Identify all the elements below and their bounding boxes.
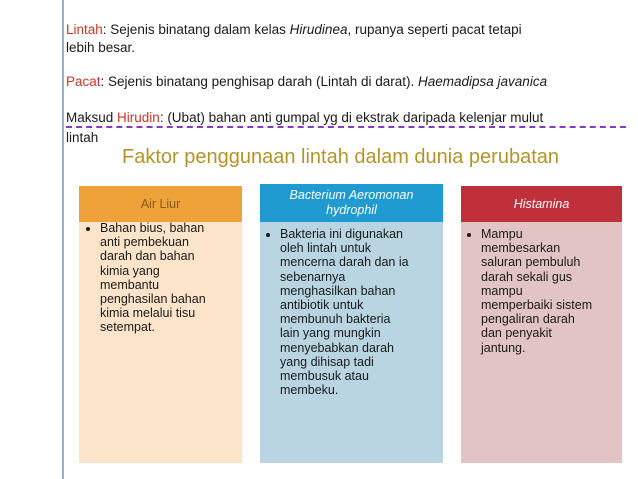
term-hirudin: Hirudin <box>117 110 160 125</box>
definition-pacat <box>66 72 547 91</box>
column-air-liur-line: penghasilan bahan <box>100 292 206 307</box>
lintah-text-a: : Sejenis binatang dalam kelas <box>102 22 290 37</box>
pacat-text-a: : Sejenis binatang penghisap darah (Lintah di darat). <box>100 74 418 89</box>
column-bacterium-line: sebenarnya <box>280 269 346 284</box>
column-bacterium-line: Bakteria ini digunakan <box>280 227 403 241</box>
hirudin-prefix: Maksud <box>66 110 118 125</box>
column-histamina-body <box>467 227 622 355</box>
definition-hirudin-line1 <box>66 108 543 127</box>
definition-lintah-line1 <box>66 20 522 39</box>
column-bacterium-line: lain yang mungkin <box>280 326 381 341</box>
column-air-liur-line: kimia yang <box>100 263 160 278</box>
column-air-liur-header <box>79 186 242 222</box>
column-bacterium-line: yang dihisap tadi <box>280 354 374 369</box>
list-item <box>100 221 242 335</box>
column-histamina-line: Mampu <box>481 227 523 241</box>
column-histamina-line: dan penyakit <box>481 326 552 341</box>
column-histamina-header <box>461 186 622 222</box>
left-margin-rule <box>62 0 64 479</box>
term-lintah: Lintah <box>66 22 103 37</box>
column-bacterium-line: membunuh bakteria <box>280 312 391 327</box>
column-air-liur-title: Air Liur <box>140 196 181 211</box>
column-bacterium-line: membusuk atau <box>280 369 369 384</box>
column-air-liur-line: membantu <box>100 277 160 292</box>
column-histamina-line: darah sekali gus <box>481 269 573 284</box>
column-bacterium-line: menghasilkan bahan <box>280 283 396 298</box>
column-bacterium-line: membeku. <box>280 383 339 398</box>
column-bacterium-line: mencerna darah dan ia <box>280 255 409 270</box>
section-heading: Faktor penggunaan lintah dalam dunia perubatan <box>122 146 559 168</box>
column-histamina-line: membesarkan <box>481 241 561 256</box>
column-histamina-title: Histamina <box>513 196 570 211</box>
lintah-taxon: Hirudinea <box>289 22 348 37</box>
definition-lintah-line2: lebih besar. <box>66 40 136 55</box>
column-air-liur-body <box>86 221 242 335</box>
column-bacterium-header <box>260 184 443 222</box>
column-air-liur-line: Bahan bius, bahan <box>100 221 205 235</box>
column-histamina-line: memperbaiki sistem <box>481 298 593 313</box>
term-pacat: Pacat <box>66 74 101 89</box>
left-margin-panel <box>0 0 62 479</box>
definition-hirudin-line2: lintah <box>66 130 99 145</box>
column-bacterium-line: menyebabkan darah <box>280 340 394 355</box>
column-histamina-line: mampu <box>481 283 523 298</box>
column-bacterium-title <box>290 188 414 218</box>
column-histamina-line: pengaliran darah <box>481 312 575 327</box>
pacat-species: Haemadipsa javanica <box>418 74 548 89</box>
column-bacterium-line: antibiotik untuk <box>280 298 364 313</box>
column-air-liur-line: anti pembekuan <box>100 235 189 250</box>
column-bacterium-body <box>266 227 441 397</box>
list-item <box>280 227 441 397</box>
column-histamina-line: jantung. <box>481 340 526 355</box>
column-bacterium-title-line1: Bacterium Aeromonan <box>289 188 414 202</box>
column-bacterium-title-line2: hydrophil <box>326 203 377 217</box>
column-bacterium-line: oleh lintah untuk <box>280 241 372 256</box>
list-item <box>481 227 622 355</box>
column-air-liur-line: kimia melalui tisu <box>100 306 196 321</box>
column-air-liur-line: setempat. <box>100 320 155 335</box>
hirudin-text-a: : (Ubat) bahan anti gumpal yg di ekstrak daripada kelenjar mulut <box>159 110 544 125</box>
dashed-divider <box>66 126 626 128</box>
column-air-liur-line: darah dan bahan <box>100 249 195 264</box>
column-histamina-line: saluran pembuluh <box>481 255 581 270</box>
lintah-text-b: , rupanya seperti pacat tetapi <box>347 22 522 37</box>
